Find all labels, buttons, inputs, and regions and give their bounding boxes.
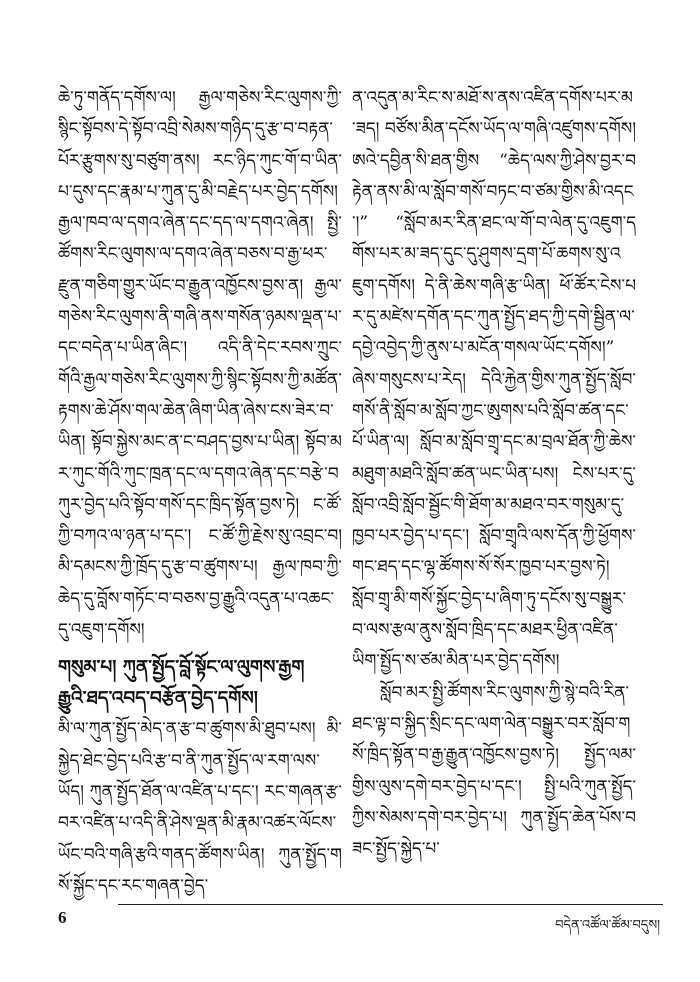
left-paragraph-1: ཆེ་ཏུ་གནོད་དགོས་ལ། རྒྱལ་གཅེས་རིང་ལུགས་ཀྱི་སྙིང་སྟོབས་དེ་སྟོབ་འབྲི་སེམས་གཉིད་དུ་རྩ་བ་བརྟན་པོར་རྩུགས་སུ་བཙུག་ནས། རང་ཉིད་ཀུང་གོ་བ་ཡིན་པ་དུས་དང་རྣམ་པ་ཀུན་དུ་མི་བརྗེད་པར་བྱེད་དགོས། རྒྱལ་ཁབ་ལ་དགའ་ཞེན་དང་དད་ལ་དགའ་ཞེན། སྤྱི་ཚོགས་རིང་ལུགས་ལ་དགའ་ཞེན་བཅས་བ་རྒྱ་ཕར་རྫུན་གཅིག་གྱུར་ཡོང་བ་རྒྱུན་འཁྱོངས་བྱས་ན། རྒྱལ་གཅེས་རིང་ལུགས་ནི་གཞི་ནས་གསོན་ཉམས་ལྡན་པ་དང་བདེན་པ་ཡིན་ཞིང་། འདི་ནི་དེང་རབས་ཀྲུང་གོའི་རྒྱལ་གཅེས་རིང་ལུགས་ཀྱི་སྙིང་སྟོབས་ཀྱི་མཚོན་རྟགས་ཆེ་ཤོས་གལ་ཆེན་ཞིག་ཡིན་ཞེས་ངས་ཟེར་བ་ཡིན། སྟོབ་སྐྱེས་མང་ན་ང་བཤད་བྱས་པ་ཡིན། སྟོབ་མར་ཀུང་གོའི་ཀུང་ཁྲན་དང་ལ་དགའ་ཞེན་དང་བརྩེ་བཀུར་བྱེད་པའི་སྟོབ་གསོ་དང་ཁྲིད་སྟོན་བྱས་ཏེ། ང་ཚོ་ཀྱི་བཀའ་ལ་ཉན་པ་དང་། ང་ཚོ་ཀྱི་རྗེས་སུ་འབྲང་བ། མི་དམངས་ཀྱི་ཁྲོད་དུ་རྩ་བ་ཚུགས་པ། རྒྱལ་ཁབ་ཀྱི་ཆེད་དུ་བློས་གཏོང་བ་བཅས་བྱ་རྒྱུའི་འདུན་པ་འཆང་དུ་འཇུག་དགོས། <box>58 88 342 641</box>
left-column <box>58 83 342 902</box>
left-paragraph-2: མི་ལ་ཀུན་སྤྱོད་མེད་ན་རྩ་བ་ཚུགས་མི་ཐུབ་པས། མི་སྐྱེད་ཐེང་བྱེད་པའི་རྩ་བ་ནི་ཀུན་སྤྱོད་ལ་རག་ལས་ཡོད། ཀུན་སྤྱོད་ཐོན་ལ་འཛིན་པ་དང་། རང་གཞན་རྩ་བར་འཛིན་པ་འདི་ནི་ཤེས་ལྡན་མི་རྣམ་འཚར་ལོངས་ཡོང་བའི་གཞི་རྩའི་གནད་ཚོགས་ཡིན། ཀུན་སྤྱོད་གསོ་སྐྱོང་དང་རང་གཞན་བྱེད་ <box>58 719 342 896</box>
page-number: 6 <box>58 908 67 927</box>
section-heading <box>58 652 342 714</box>
section-heading-line-1: གསུམ་པ། ཀུན་སྤྱོད་བློ་སྟོང་ལ་ལུགས་རྒྱག <box>58 657 305 679</box>
section-heading-line-2: རྒྱུའི་ཐད་འབད་བརྩོན་བྱེད་དགོས། <box>58 688 258 710</box>
right-paragraph-2: སློབ་མར་སྤྱི་ཚོགས་རིང་ལུགས་ཀྱི་སྙེ་བའི་རིན་ཐང་ལྟ་བ་སྐྱིད་སྲིང་དང་ལག་ལེན་བསྒྱུར་བར་སློབ་གསོ་ཁྲིད་སྟོན་བ་རྒྱ་རྒྱུན་འཁྱོངས་བྱས་ཏེ། སྤྱོད་ལམ་གྱིས་ལུས་དགེ་བར་བྱེད་པ་དང་། སྤྱི་པའི་ཀུན་སྤྱོད་ཀྱིས་སེམས་དགེ་བར་བྱེད་པ། ཀུན་སྤྱོད་ཆེན་པོས་བཟང་སྤྱོད་སྐྱེད་པ་ <box>352 682 636 860</box>
right-paragraph-1: ན་འདུན་མ་རིང་ས་མཐོ་ས་ནས་འཛིན་དགོས་པར་མ་ཟད། བཙོས་མིན་དངོས་ཡོད་ལ་གཞི་འཛུགས་དགོས། ཨའེ་དབྱིན་སི་ཐན་གྱིས “ཆེད་ལས་ཀྱི་ཤེས་བྱར་བརྟེན་ནས་མི་ལ་སློབ་གསོ་བཏང་བ་ཙམ་གྱིས་མི་འདང་།” “སློབ་མར་རིན་ཐང་ལ་གོ་བ་ལེན་དུ་འཇུག་དགོས་པར་མ་ཟད་དུང་དུ་ཤུགས་དྲག་པོ་ཆགས་སུ་འཇུག་དགོས། དེ་ནི་ཆེས་གཞི་རྩ་ཡིན། ཕོ་ཚོར་ངེས་པར་དུ་མཛེས་དགོན་དང་ཀུན་སྤྱོད་ཐད་ཀྱི་དགེ་སྦྱིན་ལ་དབྱེ་འབྱེད་ཀྱི་ནུས་པ་མངོན་གསལ་ཡོང་དགོས།” ཞེས་གསུངས་པ་རེད། དེའི་རྐྱེན་གྱིས་ཀུན་སྤྱོད་སློབ་གསོ་ནི་སློབ་མ་སློབ་ཀྱང་ཨུགས་པའི་སློབ་ཚན་དང་པོ་ཡིན་ལ། སློབ་མ་སློབ་གྲྭ་དང་མ་བྲལ་ཐོན་ཀྱི་ཆེས་མཐུག་མཐའི་སློབ་ཚན་ཡང་ཡིན་པས། ངེས་པར་དུ་སློབ་འབྲི་སློབ་སྦྱོང་གི་ཐོག་མ་མཐའ་བར་གསུམ་དུ་ཁྱབ་པར་བྱེད་པ་དང་། སློབ་གྲྭའི་ལས་དོན་ཀྱི་ཕྱོགས་གང་ཐད་དང་ལྷ་ཚོགས་སོ་སོར་ཁྱབ་པར་བྱས་ཏེ། སློབ་གྲྭ་མི་གསོ་སྐྱོང་བྱེད་པ་ཞིག་ཏུ་དངོས་སུ་བསྒྱུར་བ་ལས་རྩལ་ནུས་སློབ་ཁྲིད་དང་མཐར་ཕྱིན་འཛིན་ཡིག་སྤྱོད་ས་ཙམ་མིན་པར་བྱེད་དགོས། <box>352 88 636 672</box>
right-column <box>352 83 636 865</box>
footer-rule <box>118 904 663 905</box>
running-title: བདེན་འཚོལ་ཚོམ་བདུས། <box>555 918 660 933</box>
